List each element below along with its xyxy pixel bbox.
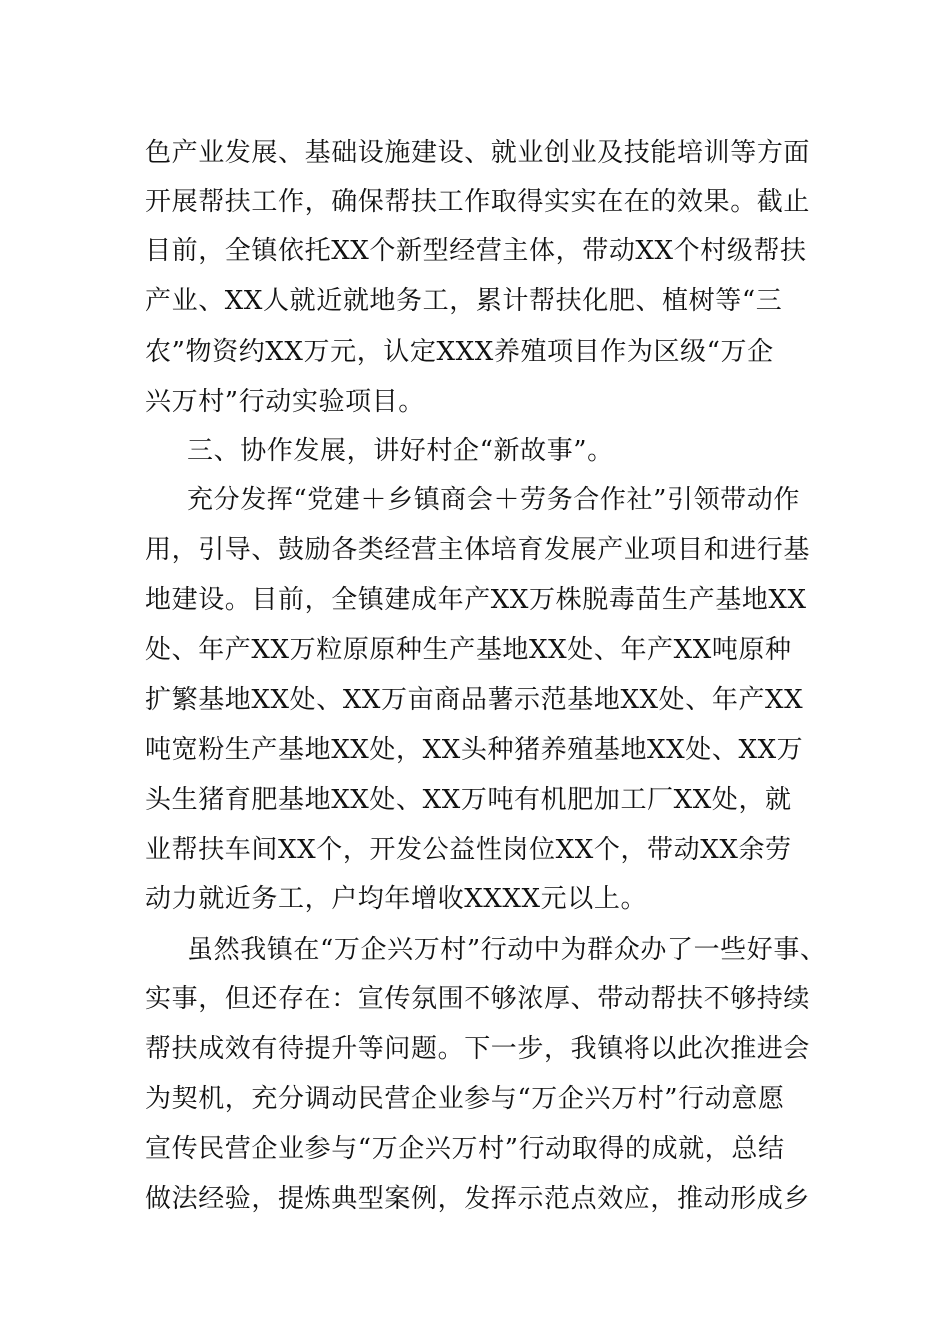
text-line: 扩繁基地XX处、XX万亩商品薯示范基地XX处、年产XX <box>145 685 804 715</box>
text-line: 用，引导、鼓励各类经营主体培育发展产业项目和进行基 <box>145 535 811 565</box>
text-line: 实事，但还存在：宣传氛围不够浓厚、带动帮扶不够持续 <box>145 984 811 1014</box>
text-line: 兴万村”行动实验项目。 <box>145 387 425 417</box>
text-line: 产业、XX人就近就地务工，累计帮扶化肥、植树等“三 <box>145 286 783 316</box>
section-heading: 三、协作发展，讲好村企“新故事”。 <box>187 436 614 466</box>
text-line: 宣传民营企业参与“万企兴万村”行动取得的成就，总结 <box>145 1134 785 1164</box>
text-line: 开展帮扶工作，确保帮扶工作取得实实在在的效果。截止 <box>145 187 811 217</box>
text-line: 为契机，充分调动民营企业参与“万企兴万村”行动意愿 <box>145 1084 785 1114</box>
text-line: 业帮扶车间XX个，开发公益性岗位XX个，带动XX余劳 <box>145 835 792 865</box>
text-line: 地建设。目前，全镇建成年产XX万株脱毒苗生产基地XX <box>145 585 807 615</box>
text-line: 农”物资约XX万元，认定XXX养殖项目作为区级“万企 <box>145 337 774 367</box>
text-line: 帮扶成效有待提升等问题。下一步，我镇将以此次推进会 <box>145 1034 811 1064</box>
text-line: 吨宽粉生产基地XX处，XX头种猪养殖基地XX处、XX万 <box>145 735 804 765</box>
text-line: 色产业发展、基础设施建设、就业创业及技能培训等方面 <box>145 138 811 168</box>
text-line: 动力就近务工，户均年增收XXXX元以上。 <box>145 884 648 914</box>
text-line: 处、年产XX万粒原原种生产基地XX处、年产XX吨原种 <box>145 635 792 665</box>
text-line: 做法经验，提炼典型案例，发挥示范点效应，推动形成乡 <box>145 1184 811 1214</box>
text-line: 目前，全镇依托XX个新型经营主体，带动XX个村级帮扶 <box>145 236 807 266</box>
text-line: 头生猪育肥基地XX处、XX万吨有机肥加工厂XX处，就 <box>145 785 792 815</box>
text-line: 充分发挥“党建＋乡镇商会＋劳务合作社”引领带动作 <box>187 485 800 515</box>
text-line: 虽然我镇在“万企兴万村”行动中为群众办了一些好事、 <box>187 935 827 965</box>
